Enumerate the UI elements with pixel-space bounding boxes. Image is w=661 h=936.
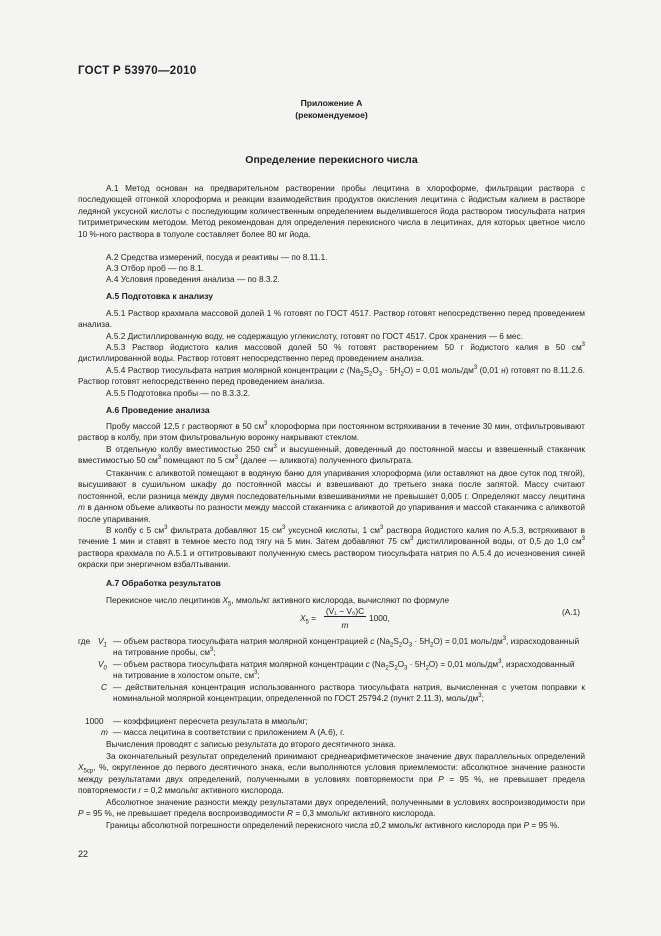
- a6-p4-e: дистиллированной воды, от 0,5 до 1,0 см: [416, 536, 582, 547]
- where-v0-text: — объем раствора тиосульфата натрия молярной концентрации c $(Na_2S_2O_3 \cdot 5H_2O) = 0,01$ моль/$дм^3$, израсходованный на титрование в холостом опыте, $см^3$;: [113, 659, 575, 681]
- a54-part-b: = 0,01 моль/дм: [415, 365, 474, 375]
- a6-p3-a: Стаканчик с аликвотой помещают в водяную баню для упаривания хлороформа (или оставляют на двое суток под тягой), высушивают в сушильном шкафу до постоянной массы и взвешивают до третьего знака после запятой. Массу считают постоянной, если разница между двумя последовательными взвешиваниями не превышает 0,005 г. Определяют массу лецитина: [78, 468, 585, 501]
- a6-p3-b: в данном объеме аликвоты по разности между массой стаканчика с аликвотой до упаривания и массой стаканчика с аликвотой после упаривания.: [78, 502, 585, 524]
- a53-part-b: дистиллированной воды. Раствор готовят непосредственно перед проведением анализа.: [78, 353, 424, 364]
- a54-part-a: А.5.4 Раствор тиосульфата натрия молярной концентрации: [106, 365, 338, 375]
- where-v1-text: — объем раствора тиосульфата натрия молярной концентрацией c $(Na_2S_2O_3 \cdot 5H_2O) = 0,01$ моль/$дм^3$, израсходованный на титрование пробы, $см^3$;: [113, 636, 580, 658]
- where-c-symbol: C: [101, 682, 107, 692]
- paragraph-a53: А.5.3 Раствор йодистого калия массовой долей 50 % готовят растворением 50 г йодистого калия в 50 $см^3$ дистиллированной воды. Раствор готовят непосредственно перед проведением анализа.: [78, 342, 585, 364]
- a7-intro-b: , ммоль/кг активного кислорода, вычисляют по формуле: [231, 595, 450, 605]
- a6-p2-a: В отдельную колбу вместимостью 250 см: [106, 444, 274, 454]
- a6-p3-m: m: [78, 502, 85, 513]
- page-number: 22: [78, 849, 89, 859]
- where-v0-symbol: $V_0$: [98, 659, 107, 672]
- paragraph-a55: А.5.5 Подготовка пробы — по 8.3.3.2.: [106, 388, 251, 398]
- a6-p2-c: помещают по 5 см: [163, 455, 235, 466]
- document-title: Определение перекисного числа: [245, 154, 418, 166]
- paragraph-a52: А.5.2 Дистиллированную воду, не содержащую углекислоту, готовят по ГОСТ 4517. Срок хранения — 6 мес.: [106, 331, 523, 341]
- paragraph-calc-note: Вычисления проводят с записью результата до второго десятичного знака.: [106, 739, 396, 749]
- paragraph-a1: А.1 Метод основан на предварительном растворении пробы лецитина в хлороформе, фильтрации раствора с последующей отгонкой хлороформа и реакции взаимодействия продуктов окисления лецитина с йодистым калием в растворе ледяной уксусной кислоты с последующим количественным определением выделившегося йода раствором тиосульфата натрия титриметрическим методом. Метод рекомендован для определения перекисного числа в лецитинах, для которых цветное число 10 %-ного раствора в толуоле составляет более 80 мг йода.: [78, 183, 585, 239]
- appendix-title: Приложение А: [300, 98, 363, 108]
- a6-p2-d: (далее — аликвота) полученного фильтрата.: [240, 455, 414, 466]
- appendix-note: (рекомендуемое): [295, 110, 368, 120]
- a53-part-a: А.5.3 Раствор йодистого калия массовой долей 50 % готовят растворением 50 г йодистого калия в 50 см: [106, 342, 582, 352]
- where-v1-symbol: $V_1$: [98, 636, 107, 649]
- paragraph-a51: А.5.1 Раствор крахмала массовой долей 1 % готовят по ГОСТ 4517. Раствор готовят непосредственно перед проведением анализа.: [78, 308, 585, 330]
- paragraph-a2: А.2 Средства измерений, посуда и реактивы — по 8.11.1.: [106, 252, 328, 262]
- formula-number: (А.1): [562, 607, 580, 617]
- paragraph-a6-3: [78, 468, 585, 525]
- where-m-symbol: m: [101, 727, 108, 737]
- paragraph-final-1: За окончательный результат определений принимают среднеарифметическое значение двух параллельных определений $X_{5ср}$, %, округленное до первого десятичного знака, если выполняются условия приемлемости: абсолютное значение разности между результатами двух определений, полученными в условиях повторяемости при P = 95 %, не превышает предела повторяемости r = 0,2 ммоль/кг активного кислорода.: [78, 751, 586, 796]
- paragraph-a7-intro: Перекисное число лецитинов $X_5$, ммоль/кг активного кислорода, вычисляют по формуле: [106, 595, 450, 608]
- heading-a7: А.7 Обработка результатов: [106, 578, 221, 588]
- heading-a6: А.6 Проведение анализа: [106, 405, 210, 415]
- paragraph-a6-4: В колбу с 5 $см^3$ фильтрата добавляют 15 $см^3$ уксусной кислоты, 1 $см^3$ раствора йодистого калия по А.5.3, встряхивают в течение 1 мин и ставят в темное место под тягу на 5 мин. Затем добавляют 75 $см^3$ дистиллированной воды, от 0,5 до 1,0 $см^3$ раствора крахмала по А.5.1 и оттитровывают полученную смесь раствором тиосульфата натрия по А.5.4 до исчезновения синей окраски при энергичном взбалтывании.: [78, 525, 586, 570]
- paragraph-final-3: Границы абсолютной погрешности определений перекисного числа ±0,2 ммоль/кг активного кислорода при P = 95 %.: [106, 820, 560, 830]
- where-m-text: — масса лецитина в соответствии с приложением А (А.6), г.: [113, 727, 345, 737]
- paragraph-final-2: Абсолютное значение разности между результатами двух определений, полученными в условиях воспроизводимости при P = 95 %, не превышает предела воспроизводимости R = 0,3 ммоль/кг активного кислорода.: [78, 797, 585, 819]
- paragraph-a4: А.4 Условия проведения анализа — по 8.3.2.: [106, 274, 280, 284]
- a6-p4-d: раствора йодистого калия по А.5.3, встряхивают в течение 1 мин и ставят в темное место под тягу на 5 мин. Затем добавляют 75 см: [78, 525, 586, 547]
- a6-p1-b: хлороформа при постоянном встряхивании в течение 30 мин, отфильтровывают раствор в колбу, при этом фильтровальную воронку накрывают стеклом.: [78, 421, 585, 443]
- a6-p4-f: раствора крахмала по А.5.1 и оттитровывают полученную смесь раствором тиосульфата натрия по А.5.4 до исчезновения синей окраски при энергичном взбалтывании.: [78, 547, 585, 570]
- paragraph-a3: А.3 Отбор проб — по 8.1.: [106, 263, 204, 273]
- where-label: где: [78, 636, 91, 646]
- paragraph-a6-1: Пробу массой 12,5 г растворяют в 50 $см^3$ хлороформа при постоянном встряхивании в течение 30 мин, отфильтровывают раствор в колбу, при этом фильтровальную воронку накрывают стеклом.: [78, 421, 585, 443]
- a54-part-c: (0,01 н) готовят по 8.11.2.6. Раствор готовят непосредственно перед проведением анализа.: [78, 365, 585, 387]
- document-code: ГОСТ Р 53970—2010: [78, 65, 197, 77]
- formula-numerator: (V₁ − V₀)C: [325, 606, 365, 616]
- a6-p4-b: фильтрата добавляют 15 см: [170, 525, 282, 535]
- where-c-text: — действительная концентрация использованного раствора тиосульфата натрия, вычисленная с учетом поправки к номинальной молярной концентрации, определенной по ГОСТ 25794.2 (пункт 2.11.3), моль/$дм^3$;: [113, 682, 585, 704]
- paragraph-a54: А.5.4 Раствор тиосульфата натрия молярной концентрации c $(Na_2S_2O_3 \cdot 5H_2O) = 0,01$ моль/$дм^3$ (0,01 н) готовят по 8.11.2.6. Раствор готовят непосредственно перед проведением анализа.: [78, 365, 585, 387]
- where-k-text: — коэффициент пересчета результата в ммоль/кг;: [113, 716, 308, 726]
- a7-intro-a: Перекисное число лецитинов: [106, 595, 221, 605]
- where-k-symbol: 1000: [85, 716, 104, 726]
- heading-a5: А.5 Подготовка к анализу: [106, 291, 213, 301]
- formula-denominator: m: [341, 620, 349, 630]
- a6-p1-a: Пробу массой 12,5 г растворяют в 50 см: [106, 421, 265, 431]
- a6-p2-b: и высушенный, доведенный до постоянной массы и взвешенный стаканчик вместимостью 50 см: [78, 444, 585, 466]
- paragraph-a6-2: В отдельную колбу вместимостью 250 $см^3$ и высушенный, доведенный до постоянной массы и взвешенный стаканчик вместимостью 50 $см^3$ помещают по 5 $см^3$ (далее — аликвота) полученного фильтрата.: [78, 444, 585, 466]
- formula-lhs: $X_5$ =: [300, 613, 317, 626]
- formula-factor: 1000,: [369, 613, 390, 623]
- a6-p4-c: уксусной кислоты, 1 см: [288, 525, 380, 535]
- a6-p4-a: В колбу с 5 см: [106, 525, 165, 535]
